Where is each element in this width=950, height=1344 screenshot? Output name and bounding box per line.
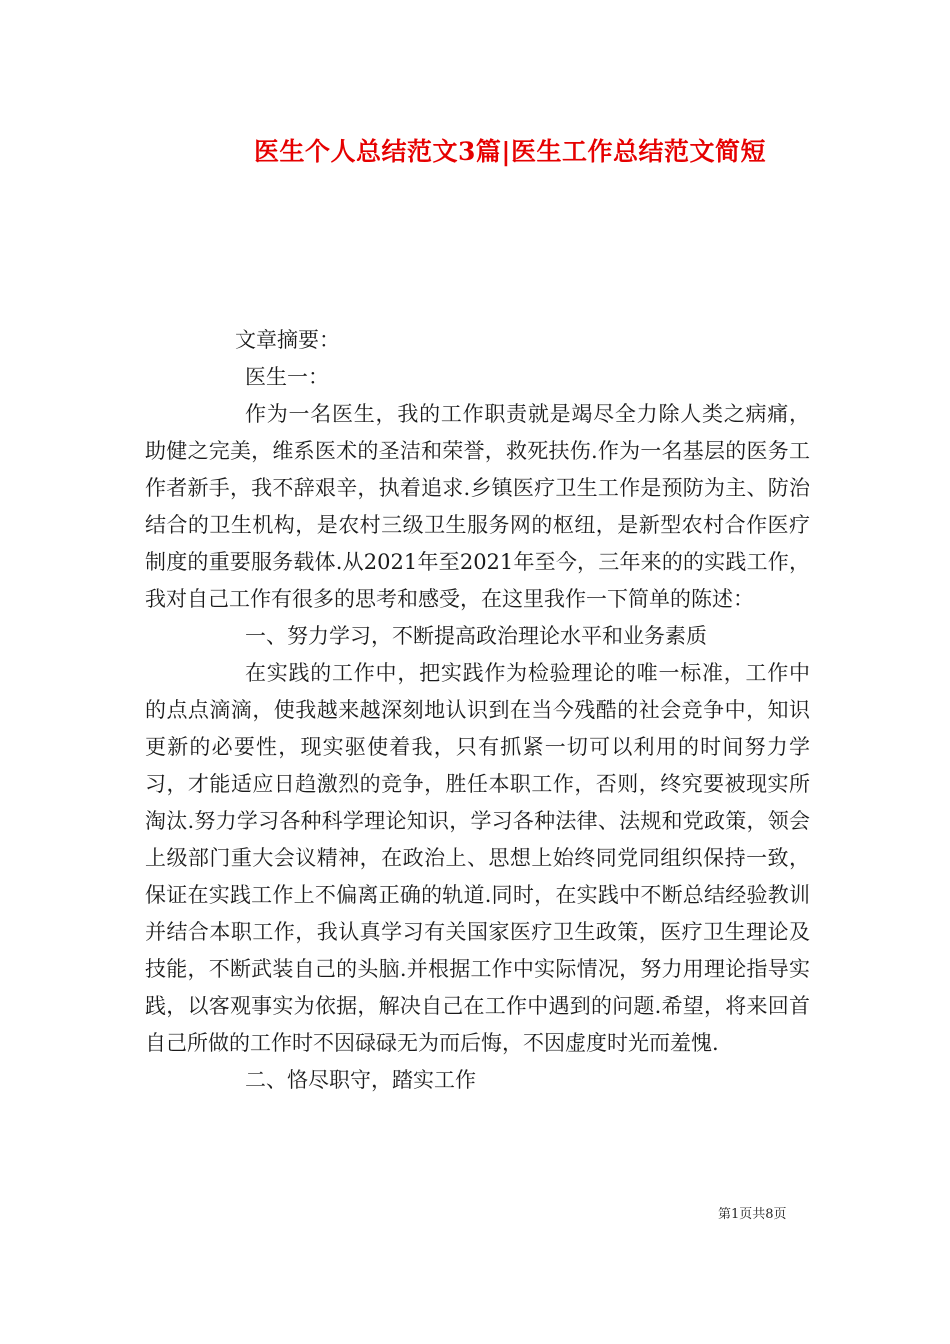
- page-number: 第1页共8页: [718, 1207, 787, 1222]
- paragraph-section-one: 在实践的工作中，把实践作为检验理论的唯一标准，工作中的点点滴滴，使我越来越深刻地认识到在当今残酷的社会竞争中，知识更新的必要性，现实驱使着我，只有抓紧一切可以利用的时间努力学习，才能适应日趋激烈的竞争，胜任本职工作，否则，终究要被现实所淘汰.努力学习各种科学理论知识，学习各种法律、法规和党政策，领会上级部门重大会议精神，在政治上、思想上始终同党同组织保持一致，保证在实践工作上不偏离正确的轨道.同时，在实践中不断总结经验教训并结合本职工作，我认真学习有关国家医疗卫生政策，医疗卫生理论及技能，不断武装自己的头脑.并根据工作中实际情况，努力用理论指导实践，以客观事实为依据，解决自己在工作中遇到的问题.希望，将来回首自己所做的工作时不因碌碌无为而后悔，不因虚度时光而羞愧.: [145, 661, 810, 1055]
- document-title: 医生个人总结范文3篇|医生工作总结范文简短: [254, 137, 766, 166]
- paragraph-intro: 作为一名医生，我的工作职责就是竭尽全力除人类之病痛，助健之完美，维系医术的圣洁和荣誉，救死扶伤.作为一名基层的医务工作者新手，我不辞艰辛，执着追求.乡镇医疗卫生工作是预防为主、防治结合的卫生机构，是农村三级卫生服务网的枢纽，是新型农村合作医疗制度的重要服务载体.从2021年至2021年至今，三年来的的实践工作，我对自己工作有很多的思考和感受，在这里我作一下简单的陈述：: [145, 402, 810, 611]
- abstract-label: 文章摘要：: [235, 328, 340, 352]
- heading-section-one: 一、努力学习，不断提高政治理论水平和业务素质: [245, 624, 707, 648]
- section-label: 医生一：: [245, 365, 329, 389]
- heading-section-two: 二、恪尽职守，踏实工作: [245, 1068, 476, 1092]
- document-body: [145, 322, 810, 1099]
